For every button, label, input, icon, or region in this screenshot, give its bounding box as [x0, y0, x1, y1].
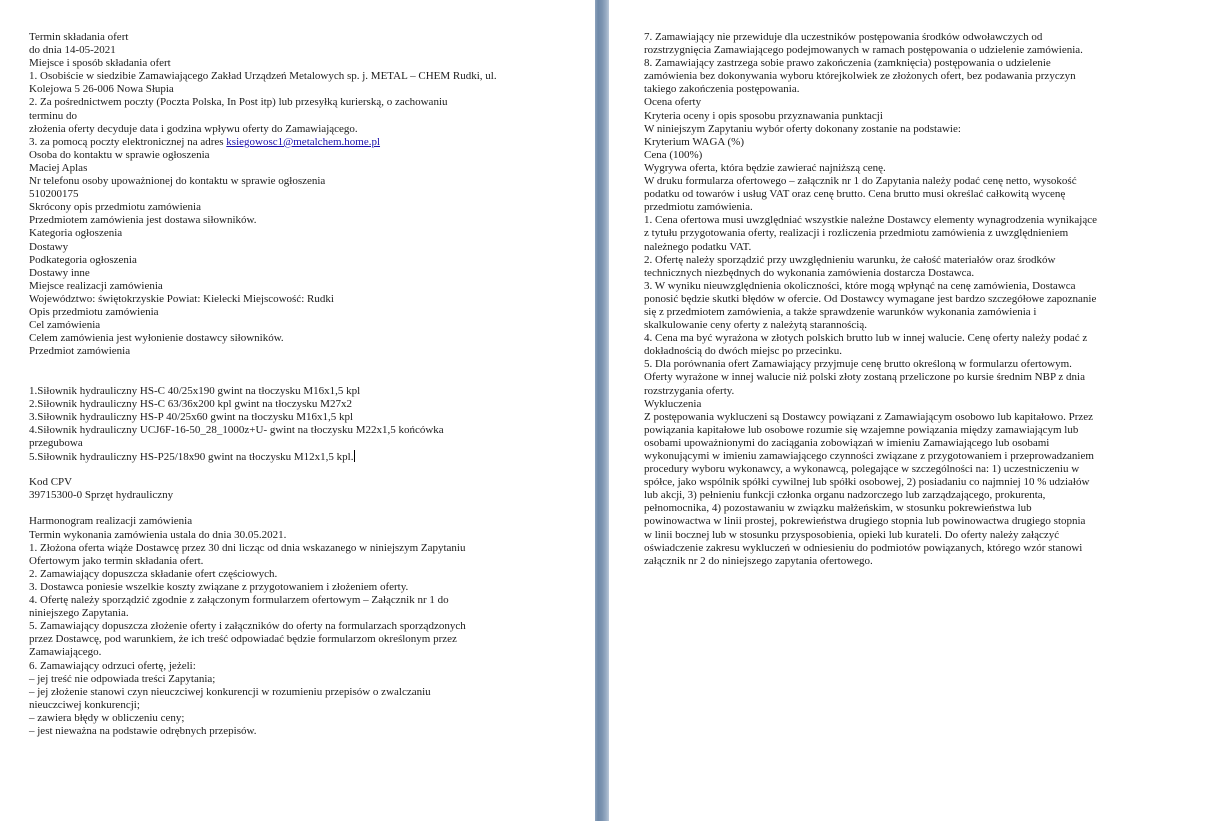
text-line: Opis przedmiotu zamówienia: [29, 305, 159, 318]
text-line: należnego podatku VAT.: [644, 240, 752, 253]
text-line: załącznik nr 2 do niniejszego zapytania ofertowego.: [644, 554, 873, 567]
text-line: spółce, jako wspólnik spółki cywilnej lub spółki osobowej, 2) posiadaniu co najmniej 10 % udziałów: [644, 476, 1090, 489]
blank-line: [29, 371, 589, 384]
text-line: Wygrywa oferta, która będzie zawierać najniższą cenę.: [644, 161, 886, 174]
page-divider: [595, 0, 609, 821]
text-line: W niniejszym Zapytaniu wybór oferty dokonany zostanie na podstawie:: [644, 122, 961, 135]
text-line: do dnia 14-05-2021: [29, 44, 116, 57]
item-line: 2.Siłownik hydrauliczny HS-C 63/36x200 kpl gwint na tłoczysku M27x2: [29, 397, 352, 410]
text-cursor: [354, 450, 355, 462]
text-line: się z przedmiotem zamówienia, a także sprawdzenie warunków wykonania zamówienia i: [644, 305, 1037, 318]
schedule-line: nieuczciwej konkurencji;: [29, 698, 140, 711]
text-line: Miejsce i sposób składania ofert: [29, 57, 171, 70]
text-line: 3. W wyniku nieuwzględnienia okoliczności, które mogą wpłynąć na cenę zamówienia, Dostawca: [644, 279, 1076, 292]
text-line: Termin składania ofert: [29, 31, 129, 43]
text-line: Przedmiot zamówienia: [29, 345, 131, 358]
schedule-line: 1. Złożona oferta wiąże Dostawcę przez 30 dni licząc od dnia wskazanego w niniejszym Zapytaniu: [29, 541, 466, 554]
text-line: procedury wyboru wykonawcy, a wykonawcą, polegające w szczególności na: 1) uczestniczeniu w: [644, 463, 1080, 476]
text-line: Ocena oferty: [644, 96, 702, 109]
schedule-line: 2. Zamawiający dopuszcza składanie ofert częściowych.: [29, 567, 278, 580]
text-line: 1. Cena ofertowa musi uwzględniać wszystkie należne Dostawcy elementy wynagrodzenia wynikające: [644, 214, 1097, 227]
text-line: powiązania kapitałowe lub osobowe rozumie się wzajemne powiązania między zamawiającym lub: [644, 423, 1079, 436]
schedule-line: – zawiera błędy w obliczeniu ceny;: [29, 711, 185, 724]
schedule-line: 3. Dostawca poniesie wszelkie koszty związane z przygotowaniem i złożeniem oferty.: [29, 580, 409, 593]
text-line: Z postępowania wykluczeni są Dostawcy powiązani z Zamawiającym osobowo lub kapitałowo. Przez: [644, 410, 1094, 423]
schedule-line: Zamawiającego.: [29, 646, 102, 659]
schedule-line: przez Dostawcę, pod warunkiem, że ich treść odpowiadać będzie formularzom określonym przez: [29, 633, 457, 646]
text-line: 1. Osobiście w siedzibie Zamawiającego Zakład Urządzeń Metalowych sp. j. METAL – CHEM Rudki, ul.: [29, 70, 497, 83]
document-page-left: [0, 0, 595, 821]
document-page-right: [609, 0, 1207, 821]
item-line: przegubowa: [29, 436, 83, 449]
schedule-line: Ofertowym jako termin składania ofert.: [29, 554, 204, 567]
blank-line: [29, 463, 589, 476]
text-line: osobami upoważnionymi do zaciągania zobowiązań w imieniu Zamawiającego lub osobami: [644, 436, 1050, 449]
schedule-line: 5. Zamawiający dopuszcza złożenie oferty i załączników do oferty na formularzach sporządzonych: [29, 620, 466, 633]
text-line: podatku od towarów i usług VAT oraz cenę brutto. Cena brutto musi określać całkowitą wycenę: [644, 188, 1066, 201]
text-line: Osoba do kontaktu w sprawie ogłoszenia: [29, 148, 210, 161]
text-line: Dostawy inne: [29, 266, 90, 279]
text-line: 8. Zamawiający zastrzega sobie prawo zakończenia (zamknięcia) postępowania o udzielenie: [644, 57, 1051, 70]
text-line: 4. Cena ma być wyrażona w złotych polskich brutto lub w innej walucie. Cenę oferty należy podać z: [644, 332, 1088, 345]
page-text-right[interactable]: [644, 31, 1204, 568]
schedule-line: – jest nieważna na podstawie odrębnych przepisów.: [29, 724, 257, 737]
page-text-left[interactable]: [29, 31, 589, 738]
text-line: takiego zakończenia postępowania.: [644, 83, 800, 96]
cpv-line: Kod CPV: [29, 476, 73, 489]
schedule-line: 6. Zamawiający odrzuci ofertę, jeżeli:: [29, 659, 196, 672]
schedule-line: niniejszego Zapytania.: [29, 607, 129, 620]
text-line: Celem zamówienia jest wyłonienie dostawcy siłowników.: [29, 332, 284, 345]
text-line: wykonującymi w imieniu zamawiającego czynności związane z przygotowaniem i przeprowadzaniem: [644, 450, 1094, 462]
item-line: 5.Siłownik hydrauliczny HS-P25/18x90 gwint na tłoczysku M12x1,5 kpl.: [29, 451, 354, 463]
text-line: Województwo: świętokrzyskie Powiat: Kielecki Miejscowość: Rudki: [29, 292, 334, 305]
text-line: w linii bocznej lub w stosunku przysposobienia, opieki lub kurateli. Do oferty należy załączyć: [644, 528, 1060, 541]
text-line: rozstrzygania oferty.: [644, 384, 735, 397]
text-line: 2. Za pośrednictwem poczty (Poczta Polska, In Post itp) lub przesyłką kurierską, o zachowaniu: [29, 96, 448, 109]
text-line: złożenia oferty decyduje data i godzina wpływu oferty do Zamawiającego.: [29, 122, 358, 135]
text-line: ponosić będzie skutki błędów w ofercie. Od Dostawcy wymagane jest bardzo szczegółowe zapoznanie: [644, 292, 1097, 305]
text-line: Wykluczenia: [644, 397, 702, 410]
blank-line: [29, 358, 589, 371]
text-line: oświadczenie zakresu wykluczeń w odniesieniu do podmiotów powiązanych, którego wzór stanowi: [644, 541, 1083, 554]
text-line: Kryteria oceny i opis sposobu przyznawania punktacji: [644, 109, 883, 122]
text-line: przedmiotu zamówienia.: [644, 201, 753, 214]
text-line: Miejsce realizacji zamówienia: [29, 279, 163, 292]
schedule-line: Harmonogram realizacji zamówienia: [29, 515, 193, 528]
text-line: powinowactwa w linii prostej, pokrewieństwa drugiego stopnia lub powinowactwa drugiego stopnia: [644, 515, 1086, 528]
text-line: 510200175: [29, 188, 79, 201]
text-line: skalkulowanie ceny oferty z należytą starannością.: [644, 319, 867, 332]
text-line: 7. Zamawiający nie przewiduje dla uczestników postępowania środków odwoławczych od: [644, 31, 1043, 43]
text-line: dokładnością do dwóch miejsc po przecinku.: [644, 345, 842, 358]
text-line: W druku formularza ofertowego – załącznik nr 1 do Zapytania należy podać cenę netto, wysokość: [644, 175, 1077, 188]
blank-line: [29, 502, 589, 515]
text-line: 2. Ofertę należy sporządzić przy uwzględnieniu warunku, że całość materiałów oraz środków: [644, 253, 1056, 266]
text-line: Oferty wyrażone w innej walucie niż polski złoty zostaną przeliczone po kursie średnim NBP z dnia: [644, 371, 1085, 384]
schedule-line: 4. Ofertę należy sporządzić zgodnie z załączonym formularzem ofertowym – Załącznik nr 1 do: [29, 594, 449, 607]
text-line: Skrócony opis przedmiotu zamówienia: [29, 201, 201, 214]
text-line: lub akcji, 3) pełnieniu funkcji członka organu nadzorczego lub zarządzającego, prokurenta,: [644, 489, 1046, 502]
text-line: Przedmiotem zamówienia jest dostawa siłowników.: [29, 214, 257, 227]
text-line: Maciej Aplas: [29, 161, 88, 174]
item-line: 3.Siłownik hydrauliczny HS-P 40/25x60 gwint na tłoczysku M16x1,5 kpl: [29, 410, 354, 423]
text-line: Kategoria ogłoszenia: [29, 227, 123, 240]
text-line: technicznych niezbędnych do wykonania zamówienia dostarcza Dostawca.: [644, 266, 975, 279]
email-link[interactable]: ksiegowosc1@metalchem.home.pl: [226, 135, 381, 148]
text-line: terminu do: [29, 109, 77, 122]
text-line: Dostawy: [29, 240, 69, 253]
text-line: Cena (100%): [644, 148, 703, 161]
schedule-line: – jej treść nie odpowiada treści Zapytania;: [29, 672, 216, 685]
schedule-line: – jej złożenie stanowi czyn nieuczciwej konkurencji w rozumieniu przepisów o zwalczaniu: [29, 685, 431, 698]
text-line: pełnomocnika, 4) pozostawaniu w związku małżeńskim, w stosunku pokrewieństwa lub: [644, 502, 1032, 515]
text-line: Kolejowa 5 26-006 Nowa Słupia: [29, 83, 174, 96]
item-line: 4.Siłownik hydrauliczny UCJ6F-16-50_28_1000z+U- gwint na tłoczysku M22x1,5 końcówka: [29, 423, 444, 436]
text-line: Kryterium WAGA (%): [644, 135, 744, 148]
text-line: Nr telefonu osoby upoważnionej do kontaktu w sprawie ogłoszenia: [29, 175, 326, 188]
text-line: Podkategoria ogłoszenia: [29, 253, 137, 266]
cpv-line: 39715300-0 Sprzęt hydrauliczny: [29, 489, 174, 502]
text-line: rozstrzygnięcia Zamawiającego podejmowanych w ramach postępowania o udzielenie zamówienia.: [644, 44, 1083, 57]
text-line: z tytułu przygotowania oferty, realizacji i rozliczenia przedmiotu zamówienia z uwzględnieniem: [644, 227, 1069, 240]
schedule-line: Termin wykonania zamówienia ustala do dnia 30.05.2021.: [29, 528, 287, 541]
item-line: 1.Siłownik hydrauliczny HS-C 40/25x190 gwint na tłoczysku M16x1,5 kpl: [29, 384, 361, 397]
text-line: zamówienia bez dokonywania wyboru którejkolwiek ze złożonych ofert, bez podawania przyczyn: [644, 70, 1076, 83]
text-line: Cel zamówienia: [29, 319, 101, 332]
text-line: 3. za pomocą poczty elektronicznej na adres ksiegowosc1@metalchem.home.pl: [29, 135, 381, 148]
text-line: 5. Dla porównania ofert Zamawiający przyjmuje cenę brutto określoną w formularzu ofertowym.: [644, 358, 1072, 371]
